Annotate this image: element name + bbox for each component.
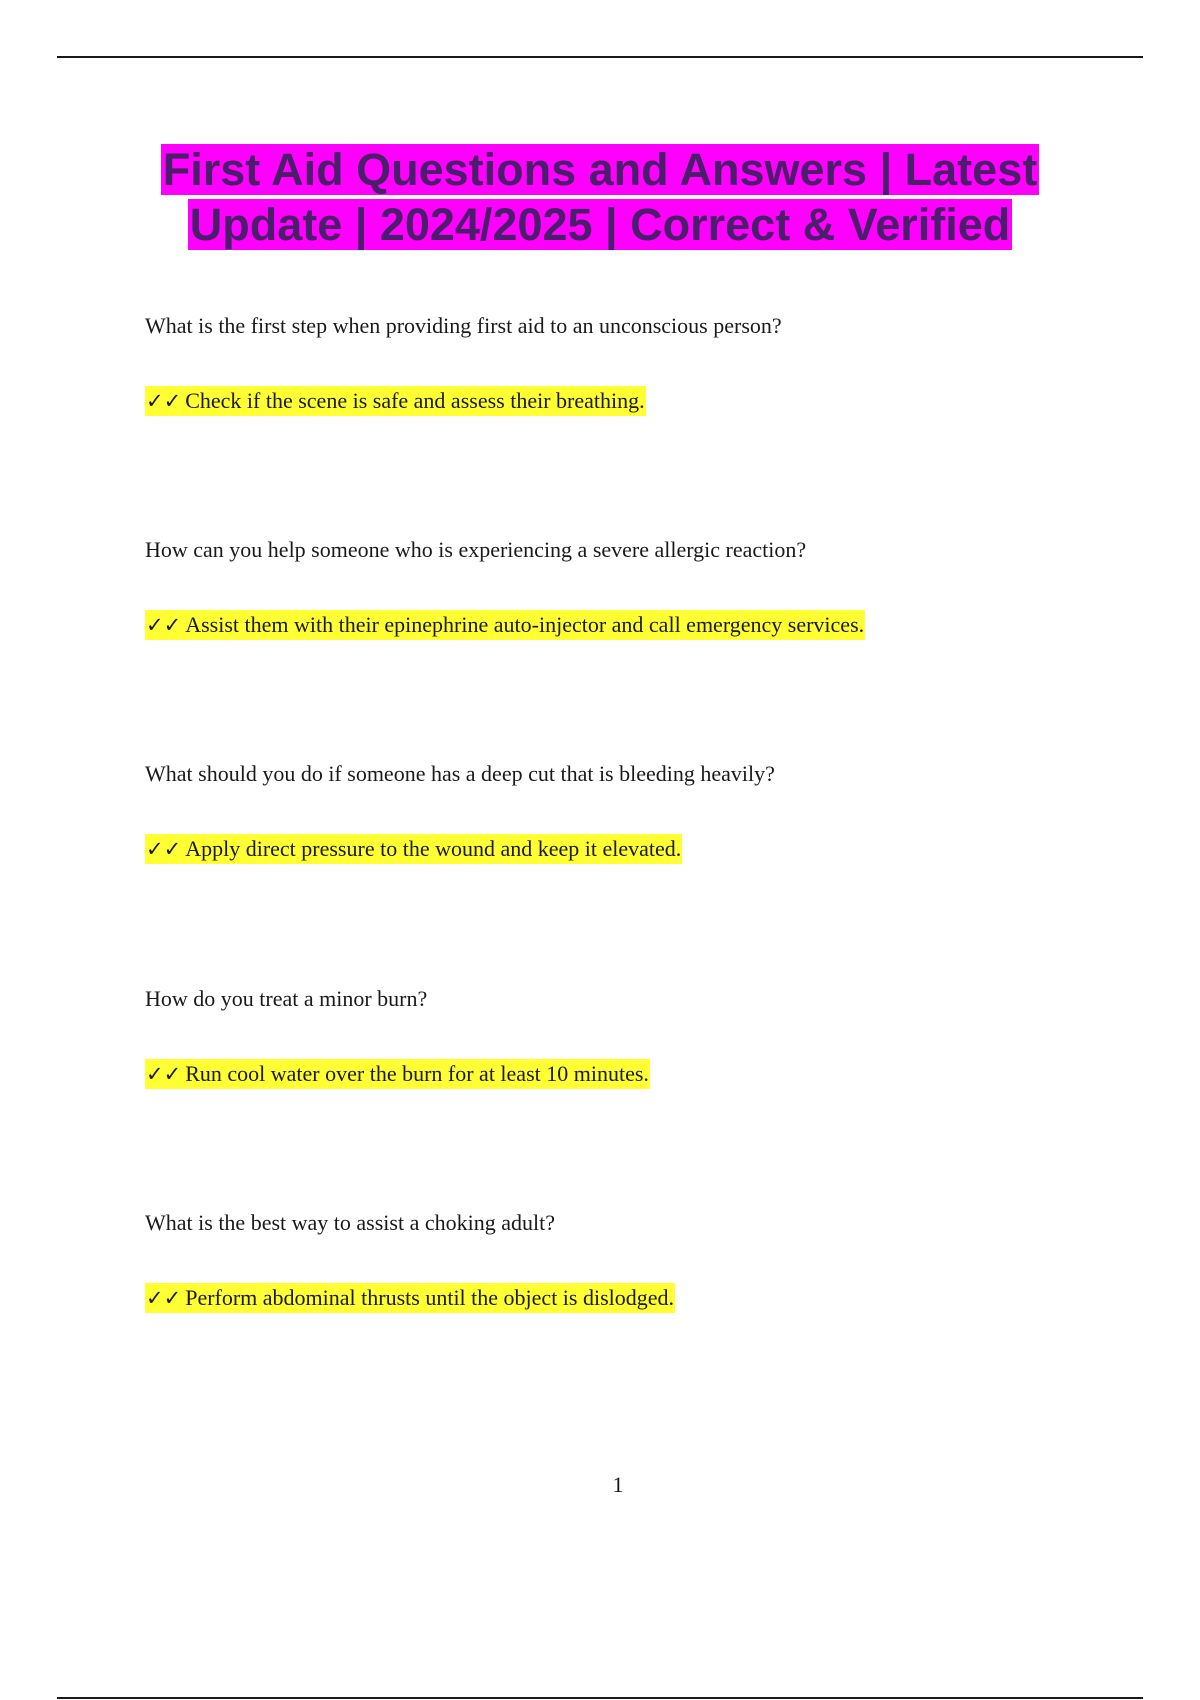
title-line-2: Update | 2024/2025 | Correct & Verified [189, 199, 1011, 250]
answer-highlight [145, 610, 865, 640]
question-text: How do you treat a minor burn? [145, 986, 428, 1011]
question-text: What should you do if someone has a deep cut that is bleeding heavily? [145, 761, 775, 786]
document-title [100, 142, 1100, 252]
answer-highlight [145, 1283, 675, 1313]
double-check-icon: ✓✓ [146, 1062, 182, 1086]
answer-text: Check if the scene is safe and assess their breathing. [185, 388, 645, 413]
qa-item-5 [145, 1208, 1145, 1310]
question-text: How can you help someone who is experiencing a severe allergic reaction? [145, 537, 807, 562]
qa-item-4 [145, 984, 1145, 1086]
answer-highlight [145, 1059, 650, 1089]
qa-item-2 [145, 535, 1145, 637]
footer-rule [57, 1697, 1143, 1699]
double-check-icon: ✓✓ [146, 389, 182, 413]
answer [145, 610, 865, 640]
header-rule [57, 56, 1143, 58]
qa-item-1 [145, 311, 1145, 413]
answer-text: Assist them with their epinephrine auto-injector and call emergency services. [185, 612, 865, 637]
question-text: What is the best way to assist a choking adult? [145, 1210, 555, 1235]
answer-highlight [145, 834, 682, 864]
title-line-1: First Aid Questions and Answers | Latest [162, 144, 1038, 195]
answer [145, 1283, 675, 1313]
answer [145, 386, 646, 416]
answer-text: Run cool water over the burn for at least 10 minutes. [185, 1061, 649, 1086]
answer [145, 1059, 650, 1089]
question-text: What is the first step when providing first aid to an unconscious person? [145, 313, 782, 338]
page-number: 1 [612, 1472, 624, 1497]
answer-text: Apply direct pressure to the wound and keep it elevated. [185, 836, 682, 861]
double-check-icon: ✓✓ [146, 837, 182, 861]
double-check-icon: ✓✓ [146, 613, 182, 637]
double-check-icon: ✓✓ [146, 1286, 182, 1310]
qa-item-3 [145, 759, 1145, 861]
answer-highlight [145, 386, 646, 416]
answer [145, 834, 682, 864]
answer-text: Perform abdominal thrusts until the object is dislodged. [185, 1285, 675, 1310]
